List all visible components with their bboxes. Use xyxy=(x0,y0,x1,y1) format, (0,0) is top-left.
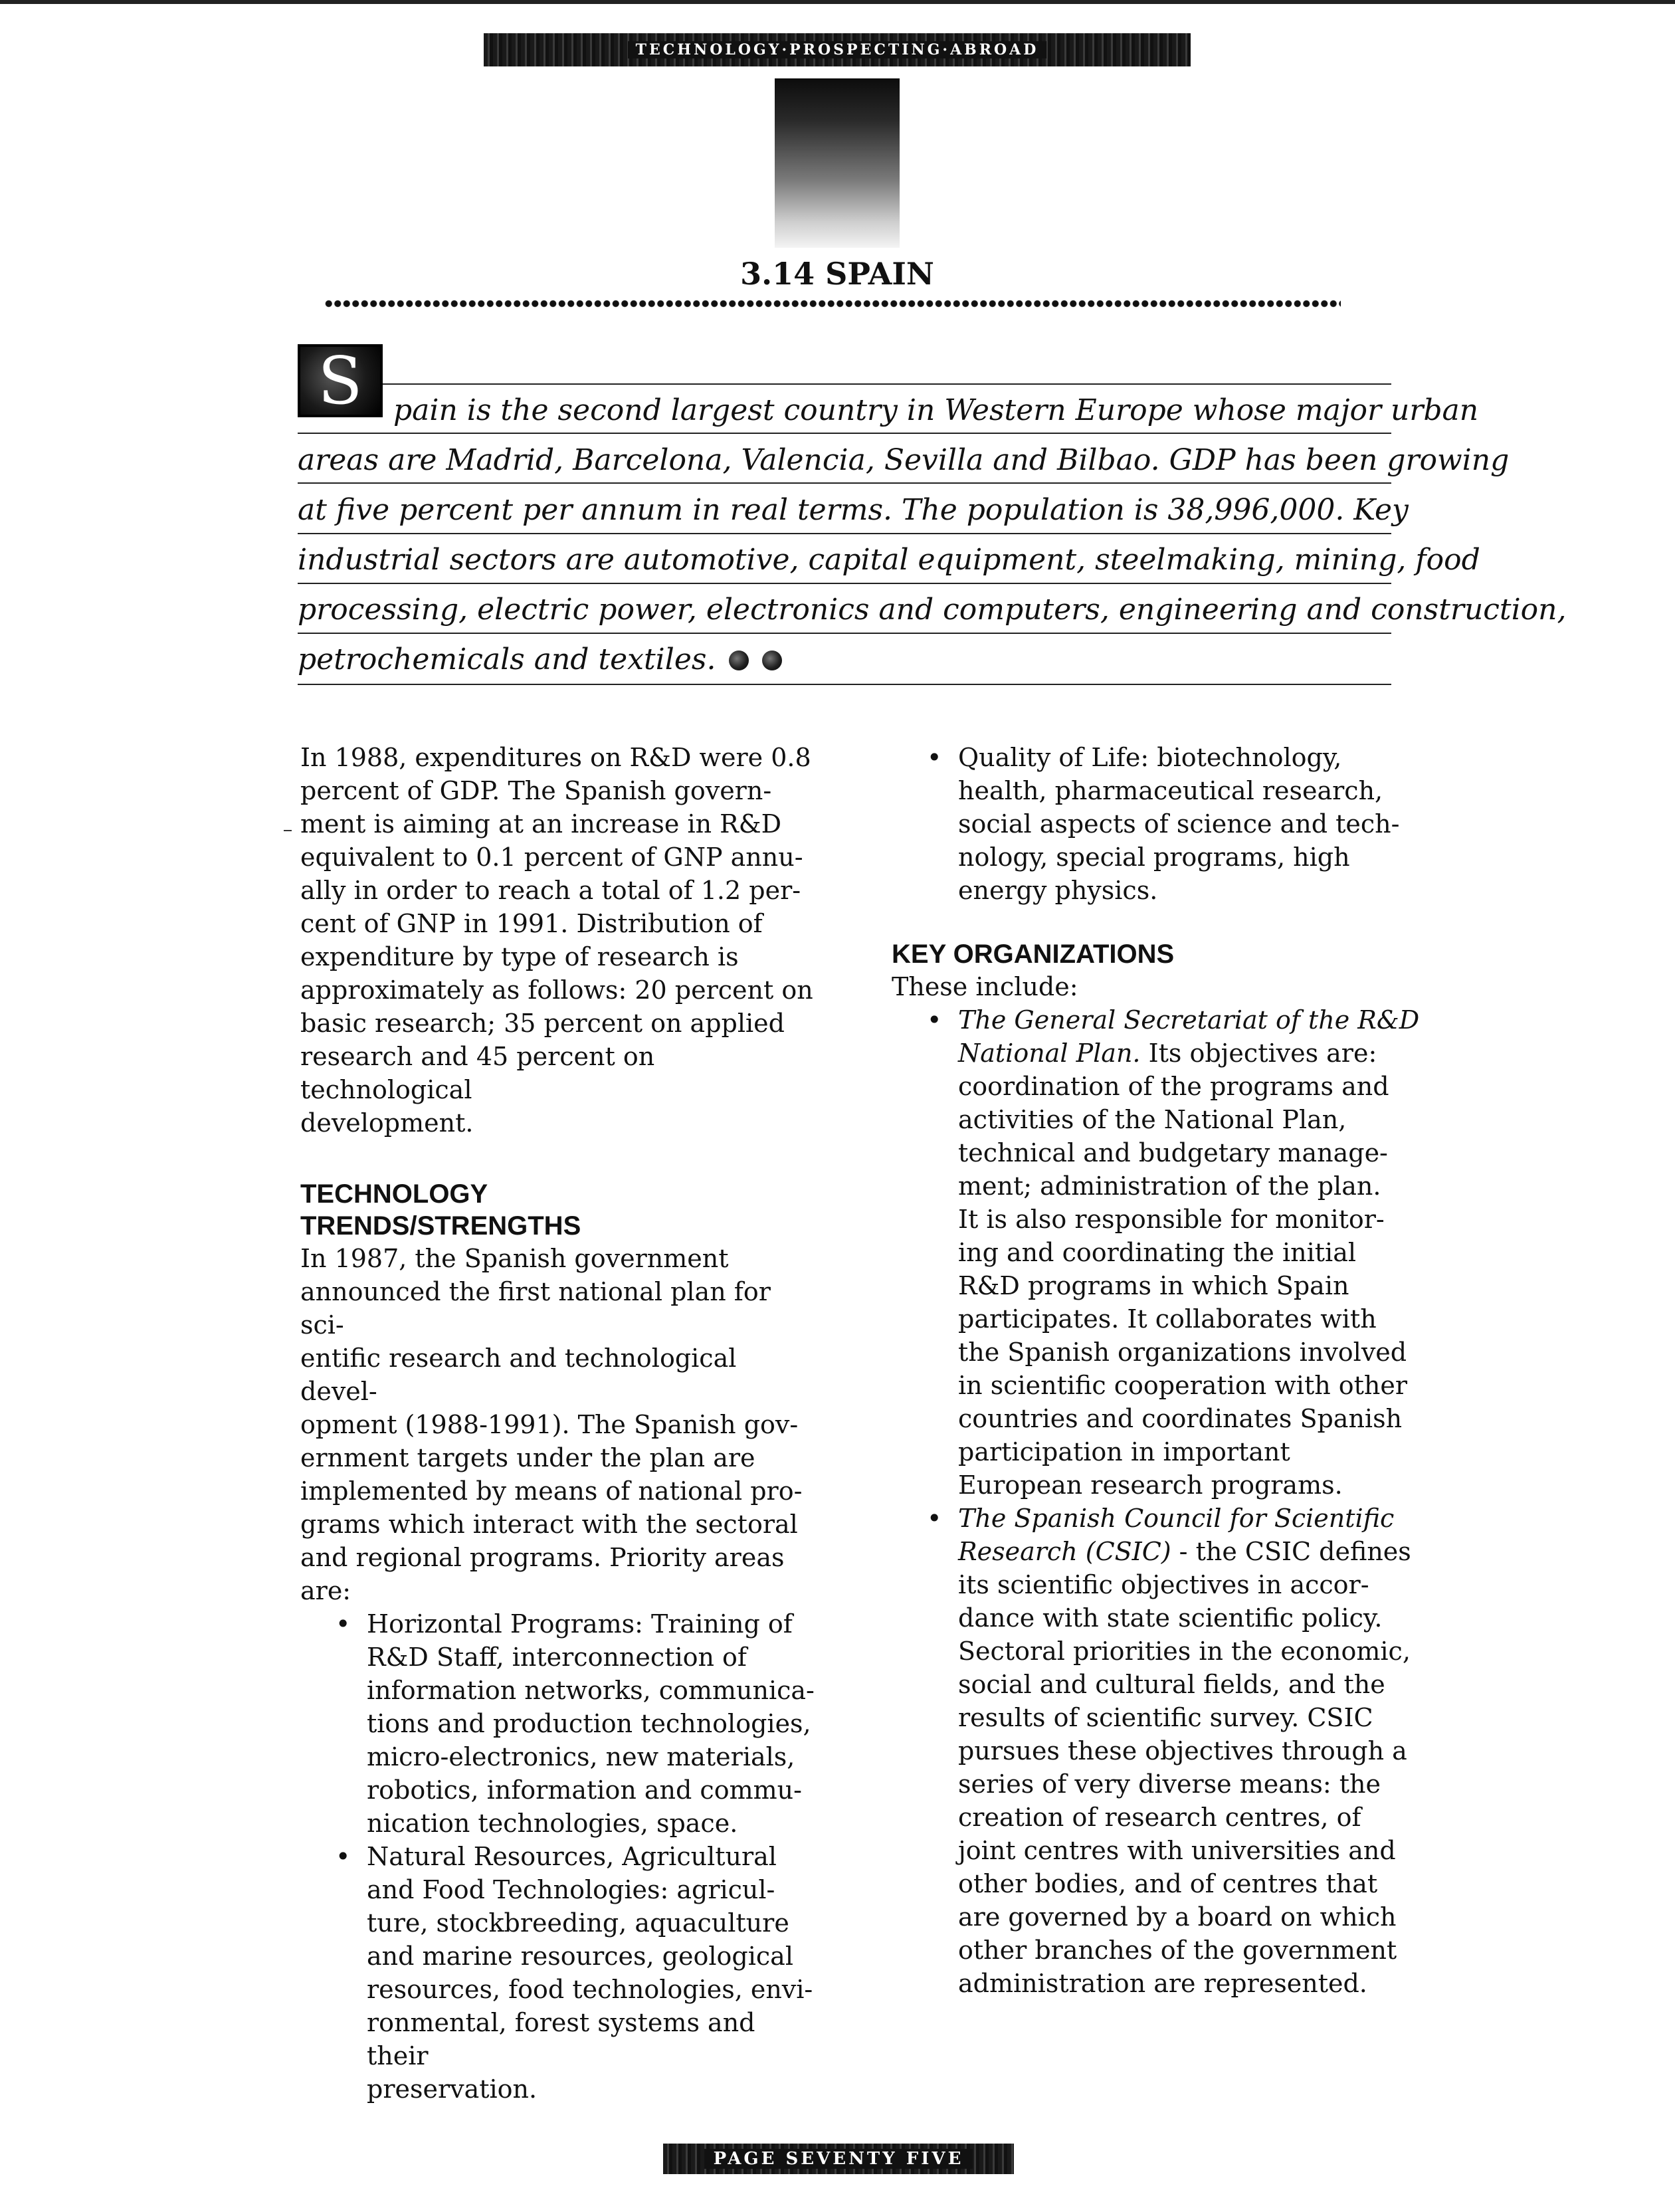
text-line: ernment targets under the plan are xyxy=(300,1443,755,1472)
text-line: resources, food technologies, envi- xyxy=(367,1975,813,2004)
text-line: nology, special programs, high xyxy=(958,843,1350,872)
text-line: Natural Resources, Agricultural xyxy=(367,1842,777,1871)
text-line: other branches of the government xyxy=(958,1936,1397,1965)
text-line: approximately as follows: 20 percent on xyxy=(300,975,813,1005)
decorative-gradient-block xyxy=(775,78,900,248)
text-line: participates. It collaborates with xyxy=(958,1304,1377,1334)
paragraph-national-plan xyxy=(300,1242,819,1607)
bullet-horizontal-programs xyxy=(336,1607,819,1840)
text-line: and regional programs. Priority areas xyxy=(300,1543,785,1572)
text-line: percent of GDP. The Spanish govern- xyxy=(300,776,772,805)
text-line: social aspects of science and tech- xyxy=(958,809,1400,839)
bullet-icon: • xyxy=(927,1005,942,1035)
text-line: R&D programs in which Spain xyxy=(958,1271,1349,1300)
text-line: basic research; 35 percent on applied xyxy=(300,1009,785,1038)
section-title: 3.14 SPAIN xyxy=(740,256,934,292)
text-line: research and 45 percent on technological xyxy=(300,1042,655,1104)
text-line: Its objectives are: xyxy=(1140,1039,1377,1068)
text-line: entific research and technological devel- xyxy=(300,1344,737,1406)
heading-line: TECHNOLOGY xyxy=(300,1179,488,1209)
text-line: grams which interact with the sectoral xyxy=(300,1510,798,1539)
intro-rule xyxy=(383,383,1391,385)
heading-line: TRENDS/STRENGTHS xyxy=(300,1211,581,1241)
text-line: information networks, communica- xyxy=(367,1676,815,1705)
intro-line-last xyxy=(298,640,782,680)
text-line: ing and coordinating the initial xyxy=(958,1238,1357,1267)
bullet-icon: • xyxy=(927,1504,942,1533)
text-line: micro-electronics, new materials, xyxy=(367,1742,795,1771)
left-column xyxy=(300,741,819,2106)
org-title-line: The General Secretariat of the R&D xyxy=(958,1005,1420,1035)
intro-rule xyxy=(298,433,1391,434)
bullet-quality-of-life xyxy=(927,741,1463,907)
intro-line: industrial sectors are automotive, capital equipment, steelmaking, mining, food xyxy=(298,543,1480,577)
page-footer xyxy=(663,2144,1014,2174)
intro-rule xyxy=(298,482,1391,484)
bullet-natural-resources xyxy=(336,1840,819,2106)
text-line: administration are represented. xyxy=(958,1969,1367,1998)
text-line: ally in order to reach a total of 1.2 per- xyxy=(300,876,801,905)
text-line: its scientific objectives in accor- xyxy=(958,1570,1369,1599)
text-line: and marine resources, geological xyxy=(367,1942,793,1971)
text-line: development. xyxy=(300,1108,474,1138)
text-line: pursues these objectives through a xyxy=(958,1736,1407,1765)
text-line: activities of the National Plan, xyxy=(958,1105,1347,1134)
text-line: social and cultural fields, and the xyxy=(958,1670,1385,1699)
text-line: results of scientific survey. CSIC xyxy=(958,1703,1373,1732)
ornament-dot-icon xyxy=(762,651,782,670)
text-line: health, pharmaceutical research, xyxy=(958,776,1383,805)
text-line: dance with state scientific policy. xyxy=(958,1603,1383,1633)
intro-line-text: petrochemicals and textiles. xyxy=(298,643,716,676)
heading-key-organizations: KEY ORGANIZATIONS xyxy=(892,940,1175,969)
text-line: robotics, information and commu- xyxy=(367,1775,802,1805)
text-line: in scientific cooperation with other xyxy=(958,1371,1408,1400)
lead-text: These include: xyxy=(892,972,1078,1001)
page-number-label: PAGE SEVENTY FIVE xyxy=(704,2149,973,2169)
text-line: countries and coordinates Spanish xyxy=(958,1404,1403,1433)
dotted-rule xyxy=(324,299,1341,308)
text-line: series of very diverse means: the xyxy=(958,1769,1381,1799)
text-line: ronmental, forest systems and their xyxy=(367,2008,755,2070)
text-line: European research programs. xyxy=(958,1470,1343,1500)
text-line: expenditure by type of research is xyxy=(300,942,739,971)
right-column xyxy=(892,741,1463,2000)
text-line: Horizontal Programs: Training of xyxy=(367,1609,793,1639)
text-line: are governed by a board on which xyxy=(958,1902,1397,1932)
intro-rule xyxy=(298,633,1391,634)
intro-line: processing, electric power, electronics and computers, engineering and construction, xyxy=(298,593,1567,627)
bullet-icon: • xyxy=(927,743,942,772)
text-line: announced the first national plan for sci- xyxy=(300,1277,771,1340)
top-border xyxy=(0,0,1675,4)
running-header xyxy=(484,33,1191,66)
text-line: joint centres with universities and xyxy=(958,1836,1396,1865)
intro-line: areas are Madrid, Barcelona, Valencia, Sevilla and Bilbao. GDP has been growing xyxy=(298,443,1510,477)
text-line: ture, stockbreeding, aquaculture xyxy=(367,1908,789,1938)
text-line: and Food Technologies: agricul- xyxy=(367,1875,775,1904)
text-line: tions and production technologies, xyxy=(367,1709,811,1738)
intro-rule xyxy=(298,533,1391,534)
text-line: In 1987, the Spanish government xyxy=(300,1244,729,1273)
paragraph-rd-expenditure xyxy=(300,741,819,1140)
text-line: Sectoral priorities in the economic, xyxy=(958,1637,1411,1666)
text-line: implemented by means of national pro- xyxy=(300,1476,803,1506)
running-header-title: TECHNOLOGY·PROSPECTING·ABROAD xyxy=(628,41,1047,58)
text-line: coordination of the programs and xyxy=(958,1072,1389,1101)
bullet-icon: • xyxy=(336,1842,351,1871)
intro-line: at five percent per annum in real terms. The population is 38,996,000. Key xyxy=(298,493,1409,527)
text-line: R&D Staff, interconnection of xyxy=(367,1643,747,1672)
text-line: energy physics. xyxy=(958,876,1158,905)
text-line: participation in important xyxy=(958,1437,1290,1466)
margin-mark xyxy=(284,830,292,831)
text-line: nication technologies, space. xyxy=(367,1809,738,1838)
text-line: creation of research centres, of xyxy=(958,1803,1361,1832)
text-line: technical and budgetary manage- xyxy=(958,1138,1388,1167)
text-line: Quality of Life: biotechnology, xyxy=(958,743,1342,772)
intro-rule xyxy=(298,684,1391,685)
org-title-line: National Plan. xyxy=(958,1039,1141,1068)
text-line: the Spanish organizations involved xyxy=(958,1338,1407,1367)
heading-technology-trends xyxy=(300,1178,819,1242)
text-line: ment is aiming at an increase in R&D xyxy=(300,809,782,839)
text-line: It is also responsible for monitor- xyxy=(958,1205,1385,1234)
text-line: In 1988, expenditures on R&D were 0.8 xyxy=(300,743,811,772)
text-line: preservation. xyxy=(367,2074,538,2104)
text-line: are: xyxy=(300,1576,351,1605)
text-line: ment; administration of the plan. xyxy=(958,1171,1381,1201)
text-line: other bodies, and of centres that xyxy=(958,1869,1378,1898)
text-line: cent of GNP in 1991. Distribution of xyxy=(300,909,763,938)
bullet-csic xyxy=(927,1502,1463,2000)
org-title-line: The Spanish Council for Scientific xyxy=(958,1504,1395,1533)
org-title-line: Research (CSIC) xyxy=(958,1537,1171,1566)
intro-line: pain is the second largest country in Western Europe whose major urban xyxy=(393,393,1479,427)
text-line: opment (1988-1991). The Spanish gov- xyxy=(300,1410,799,1439)
bullet-general-secretariat xyxy=(927,1003,1463,1502)
text-line: - the CSIC defines xyxy=(1171,1537,1411,1566)
intro-rule xyxy=(298,583,1391,584)
drop-cap: S xyxy=(298,344,383,417)
ornament-dot-icon xyxy=(729,651,749,670)
text-line: equivalent to 0.1 percent of GNP annu- xyxy=(300,843,803,872)
bullet-icon: • xyxy=(336,1609,351,1639)
